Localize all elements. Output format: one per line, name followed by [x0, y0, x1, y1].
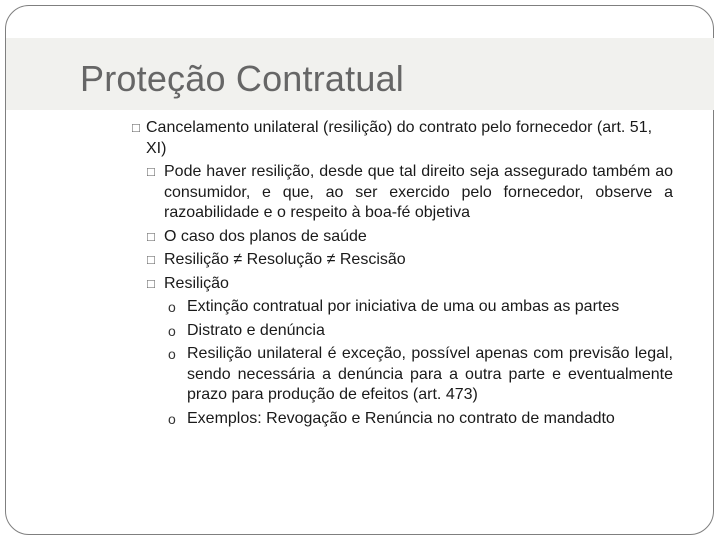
bullet-text: Cancelamento unilateral (resilição) do contrato pelo fornecedor (art. 51, XI)	[146, 119, 653, 157]
bullet-text: Extinção contratual por iniciativa de uma ou ambas as partes	[187, 298, 620, 315]
bullet-text: Resilição	[164, 274, 229, 292]
bullet-text: Exemplos: Revogação e Renúncia no contrato de mandadto	[187, 409, 615, 427]
bullet-item	[132, 250, 673, 271]
bullet-item	[132, 118, 673, 159]
square-bullet-icon: □	[132, 120, 140, 135]
bullet-text: Distrato e denúncia	[187, 321, 325, 339]
bullet-item	[132, 274, 673, 295]
bullet-list	[132, 118, 673, 432]
sub-bullet-item	[132, 321, 673, 342]
circle-bullet-icon: o	[168, 322, 176, 339]
bullet-text: O caso dos planos de saúde	[164, 227, 367, 245]
sub-bullet-item	[132, 409, 673, 430]
square-bullet-icon: □	[147, 252, 155, 267]
sub-bullet-item	[132, 297, 673, 318]
bullet-item	[132, 162, 673, 224]
square-bullet-icon: □	[147, 164, 155, 179]
bullet-item	[132, 227, 673, 248]
circle-bullet-icon: o	[168, 346, 176, 362]
circle-bullet-icon: o	[168, 299, 176, 315]
sub-bullet-item	[132, 344, 673, 406]
bullet-text: Pode haver resilição, desde que tal direito seja assegurado também ao consumidor, e que, ao ser exercido pelo fornecedor, observe a razoabilidade e o respeito à boa-fé objetiva	[164, 163, 673, 221]
square-bullet-icon: □	[147, 228, 155, 244]
slide-title: Proteção Contratual	[80, 58, 404, 99]
bullet-text: Resilição ≠ Resolução ≠ Rescisão	[164, 251, 406, 268]
square-bullet-icon: □	[147, 275, 155, 291]
bullet-text: Resilição unilateral é exceção, possível apenas com previsão legal, sendo necessária a denúncia para a outra parte e eventualmente prazo para produção de efeitos (art. 473)	[187, 345, 673, 403]
circle-bullet-icon: o	[168, 410, 176, 427]
